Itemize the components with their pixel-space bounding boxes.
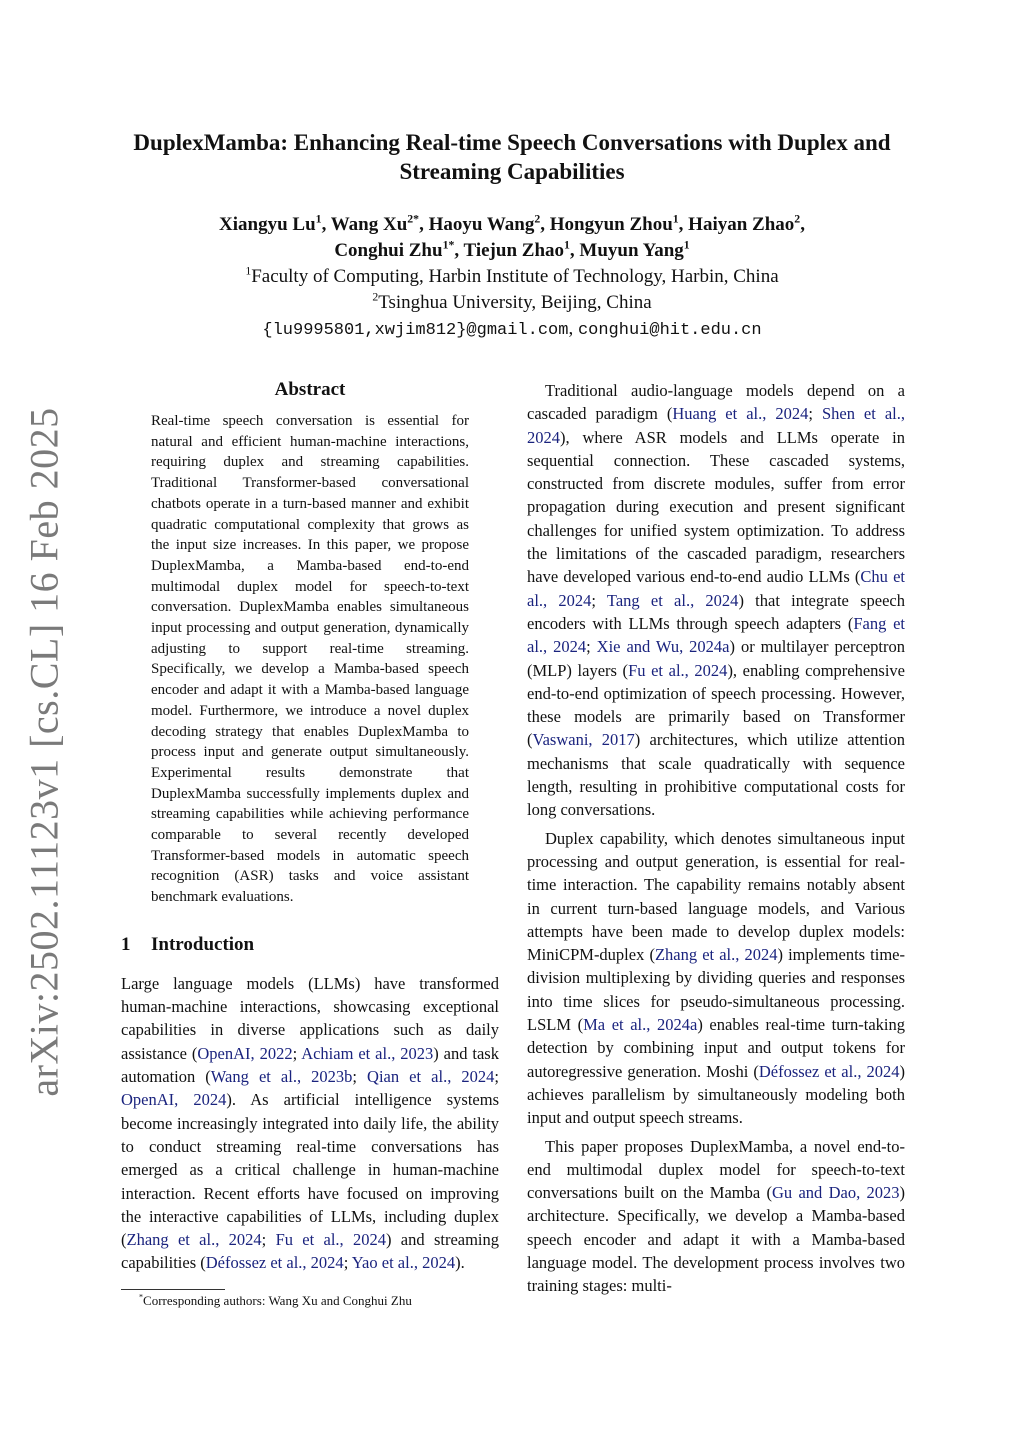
affiliation-mark: 1 — [672, 212, 679, 226]
citation-link[interactable]: Ma et al., 2024a — [583, 1015, 698, 1035]
author-name: Haiyan Zhao — [688, 214, 795, 235]
affiliation-1: $^1$Faculty of Computing, Harbin Institute of Technology, Harbin, China — [245, 264, 779, 287]
affiliation-mark: 2 — [534, 212, 541, 226]
citation-link[interactable]: Chu et al., 2024 — [527, 567, 905, 610]
section-number: 1 — [121, 933, 131, 955]
section-heading-introduction — [121, 934, 499, 956]
arxiv-id-text: arXiv:2502.11123v1 [cs.CL] 16 Feb 2025 — [21, 407, 67, 1097]
abstract-heading: Abstract — [274, 379, 346, 400]
citation-link[interactable]: Vaswani, 2017 — [532, 730, 635, 750]
citation-link[interactable]: Zhang et al., 2024 — [126, 1230, 262, 1250]
citation-link[interactable]: Huang et al., 2024 — [672, 404, 809, 424]
affiliation-mark: 1 — [683, 238, 690, 252]
intro-paragraph: Large language models (LLMs) have transformed human-machine interactions, showcasing exceptional capabilities in diverse applications such as daily assistance (OpenAI, 2022; Achiam et al., 2023) and task automation (Wang et al., 2023b; Qian et al., 2024; OpenAI, 2024). As artificial intelligence systems become increasingly integrated into daily life, the ability to conduct streaming real-time conversations has emerged as a critical challenge in human-machine interaction. Recent efforts have focused on improving the interactive capabilities of LLMs, including duplex (Zhang et al., 2024; Fu et al., 2024) and streaming capabilities (Défossez et al., 2024; Yao et al., 2024). — [121, 973, 500, 1273]
affiliation-mark: 2* — [407, 212, 420, 226]
section-title: Introduction — [151, 933, 255, 955]
citation-link[interactable]: Zhang et al., 2024 — [654, 945, 778, 965]
body-paragraph: This paper proposes DuplexMamba, a novel end-to-end multimodal duplex model for speech-to-text conversations built on the Mamba (Gu and Dao, 2023) architecture. Specifically, we develop a Mamba-based speech encoder and adapt it with a Mamba-based language model. The development process involves two training stages: multi- — [527, 1136, 905, 1296]
citation-link[interactable]: Shen et al., 2024 — [527, 404, 905, 447]
citation-link[interactable]: Yao et al., 2024 — [351, 1253, 456, 1273]
right-column — [527, 379, 905, 1303]
citation-link[interactable]: Défossez et al., 2024 — [758, 1061, 900, 1081]
body-paragraph: Traditional audio-language models depend on a cascaded paradigm (Huang et al., 2024; Shen et al., 2024), where ASR models and LLMs operate in sequential connection. These cascaded systems, constructed from discrete modules, suffer from error propagation during execution and present significant challenges for unified system optimization. To address the limitations of the cascaded paradigm, researchers have developed various end-to-end audio LLMs (Chu et al., 2024; Tang et al., 2024) that integrate speech encoders with LLMs through speech adapters (Fang et al., 2024; Xie and Wu, 2024a) or multilayer perceptron (MLP) layers (Fu et al., 2024), enabling comprehensive end-to-end optimization of speech processing. However, these models are primarily based on Transformer (Vaswani, 2017) architectures, which utilize attention mechanisms that scale quadratically with sequence length, resulting in prohibitive computational costs for long conversations. — [527, 381, 906, 820]
affiliation-mark: 2 — [794, 212, 801, 226]
citation-link[interactable]: Tang et al., 2024 — [606, 590, 739, 610]
footnote: *Corresponding authors: Wang Xu and Conghui Zhu — [139, 1292, 412, 1308]
footnote-divider — [121, 1289, 225, 1290]
abstract-text: Real-time speech conversation is essential for natural and efficient human-machine interactions, requiring duplex and streaming capabilities. Traditional Transformer-based conversational chatbots operate in a turn-based manner and exhibit quadratic computational complexity that grows as the input size increases. In this paper, we propose DuplexMamba, a Mamba-based end-to-end multimodal duplex model for speech-to-text conversation. DuplexMamba enables simultaneous input processing and output generation, dynamically adjusting to support real-time streaming. Specifically, we develop a Mamba-based speech encoder and adapt it with a Mamba-based language model. Furthermore, we introduce a novel duplex decoding strategy that enables DuplexMamba to process input and generate output simultaneously. Experimental results demonstrate that DuplexMamba successfully implements duplex and streaming capabilities while achieving performance comparable to several recently developed Transformer-based models in automatic speech recognition (ASR) tasks and voice assistant benchmark evaluations. — [151, 413, 469, 906]
affiliation-mark: 1 — [315, 212, 322, 226]
author-name: Hongyun Zhou — [549, 214, 673, 235]
citation-link[interactable]: Défossez et al., 2024 — [205, 1253, 344, 1273]
email-address: {lu9995801,xwjim812}@gmail.com — [262, 321, 569, 340]
affiliation-mark: 1* — [442, 238, 455, 252]
citation-link[interactable]: Achiam et al., 2023 — [301, 1043, 434, 1063]
citation-link[interactable]: Xie and Wu, 2024a — [596, 637, 730, 657]
email-address: conghui@hit.edu.cn — [577, 321, 762, 340]
citation-link[interactable]: OpenAI, 2022 — [197, 1043, 293, 1063]
author-name: Tiejun Zhao — [463, 240, 565, 261]
author-emails: {lu9995801,xwjim812}@gmail.com, conghui@hit.edu.cn — [262, 318, 762, 340]
citation-link[interactable]: Fu et al., 2024 — [275, 1230, 386, 1250]
citation-link[interactable]: OpenAI, 2024 — [121, 1090, 227, 1110]
author-name: Conghui Zhu — [334, 240, 443, 261]
citation-link[interactable]: Fang et al., 2024 — [527, 613, 905, 657]
citation-link[interactable]: Fu et al., 2024 — [628, 660, 728, 680]
paper-title: DuplexMamba: Enhancing Real-time Speech Conversations with Duplex and Streaming Capabilities — [133, 130, 891, 184]
citation-link[interactable]: Qian et al., 2024 — [367, 1067, 495, 1087]
author-name: Xiangyu Lu — [219, 214, 316, 235]
affiliation-2: $^2$Tsinghua University, Beijing, China — [372, 290, 652, 313]
author-block — [112, 212, 912, 344]
affiliation-mark: 1 — [564, 238, 570, 252]
author-names: Xiangyu Lu$^1$, Wang $Xu^{2*}$, Haoyu Wang$^2$, Hongyun Zhou$^1$, Haiyan Zhao$^2$, Conghui Zhu$^{1*}$, Tiejun Zhao$^1$, Muyun Yang$^1$ — [219, 212, 805, 261]
body-paragraph: Duplex capability, which denotes simultaneous input processing and output generation, is essential for real-time interaction. The capability remains notably absent in current turn-based language models, and Various attempts have been made to develop duplex models: MiniCPM-duplex (Zhang et al., 2024) implements time-division multiplexing by dividing queries and responses into time slices for pseudo-simultaneous processing. LSLM (Ma et al., 2024a) enables real-time turn-taking detection by combining input and output tokens for autoregressive generation. Moshi (Défossez et al., 2024) achieves parallelism by simultaneously modeling both input and output speech streams. — [527, 828, 905, 1128]
left-column — [121, 379, 499, 1310]
arxiv-identifier — [0, 0, 90, 1448]
author-name: Wang Xu — [330, 214, 408, 235]
citation-link[interactable]: Wang et al., 2023b — [210, 1067, 353, 1087]
author-name: Haoyu Wang — [428, 214, 535, 235]
citation-link[interactable]: Gu and Dao, 2023 — [772, 1183, 900, 1203]
author-name: Muyun Yang — [579, 240, 684, 261]
